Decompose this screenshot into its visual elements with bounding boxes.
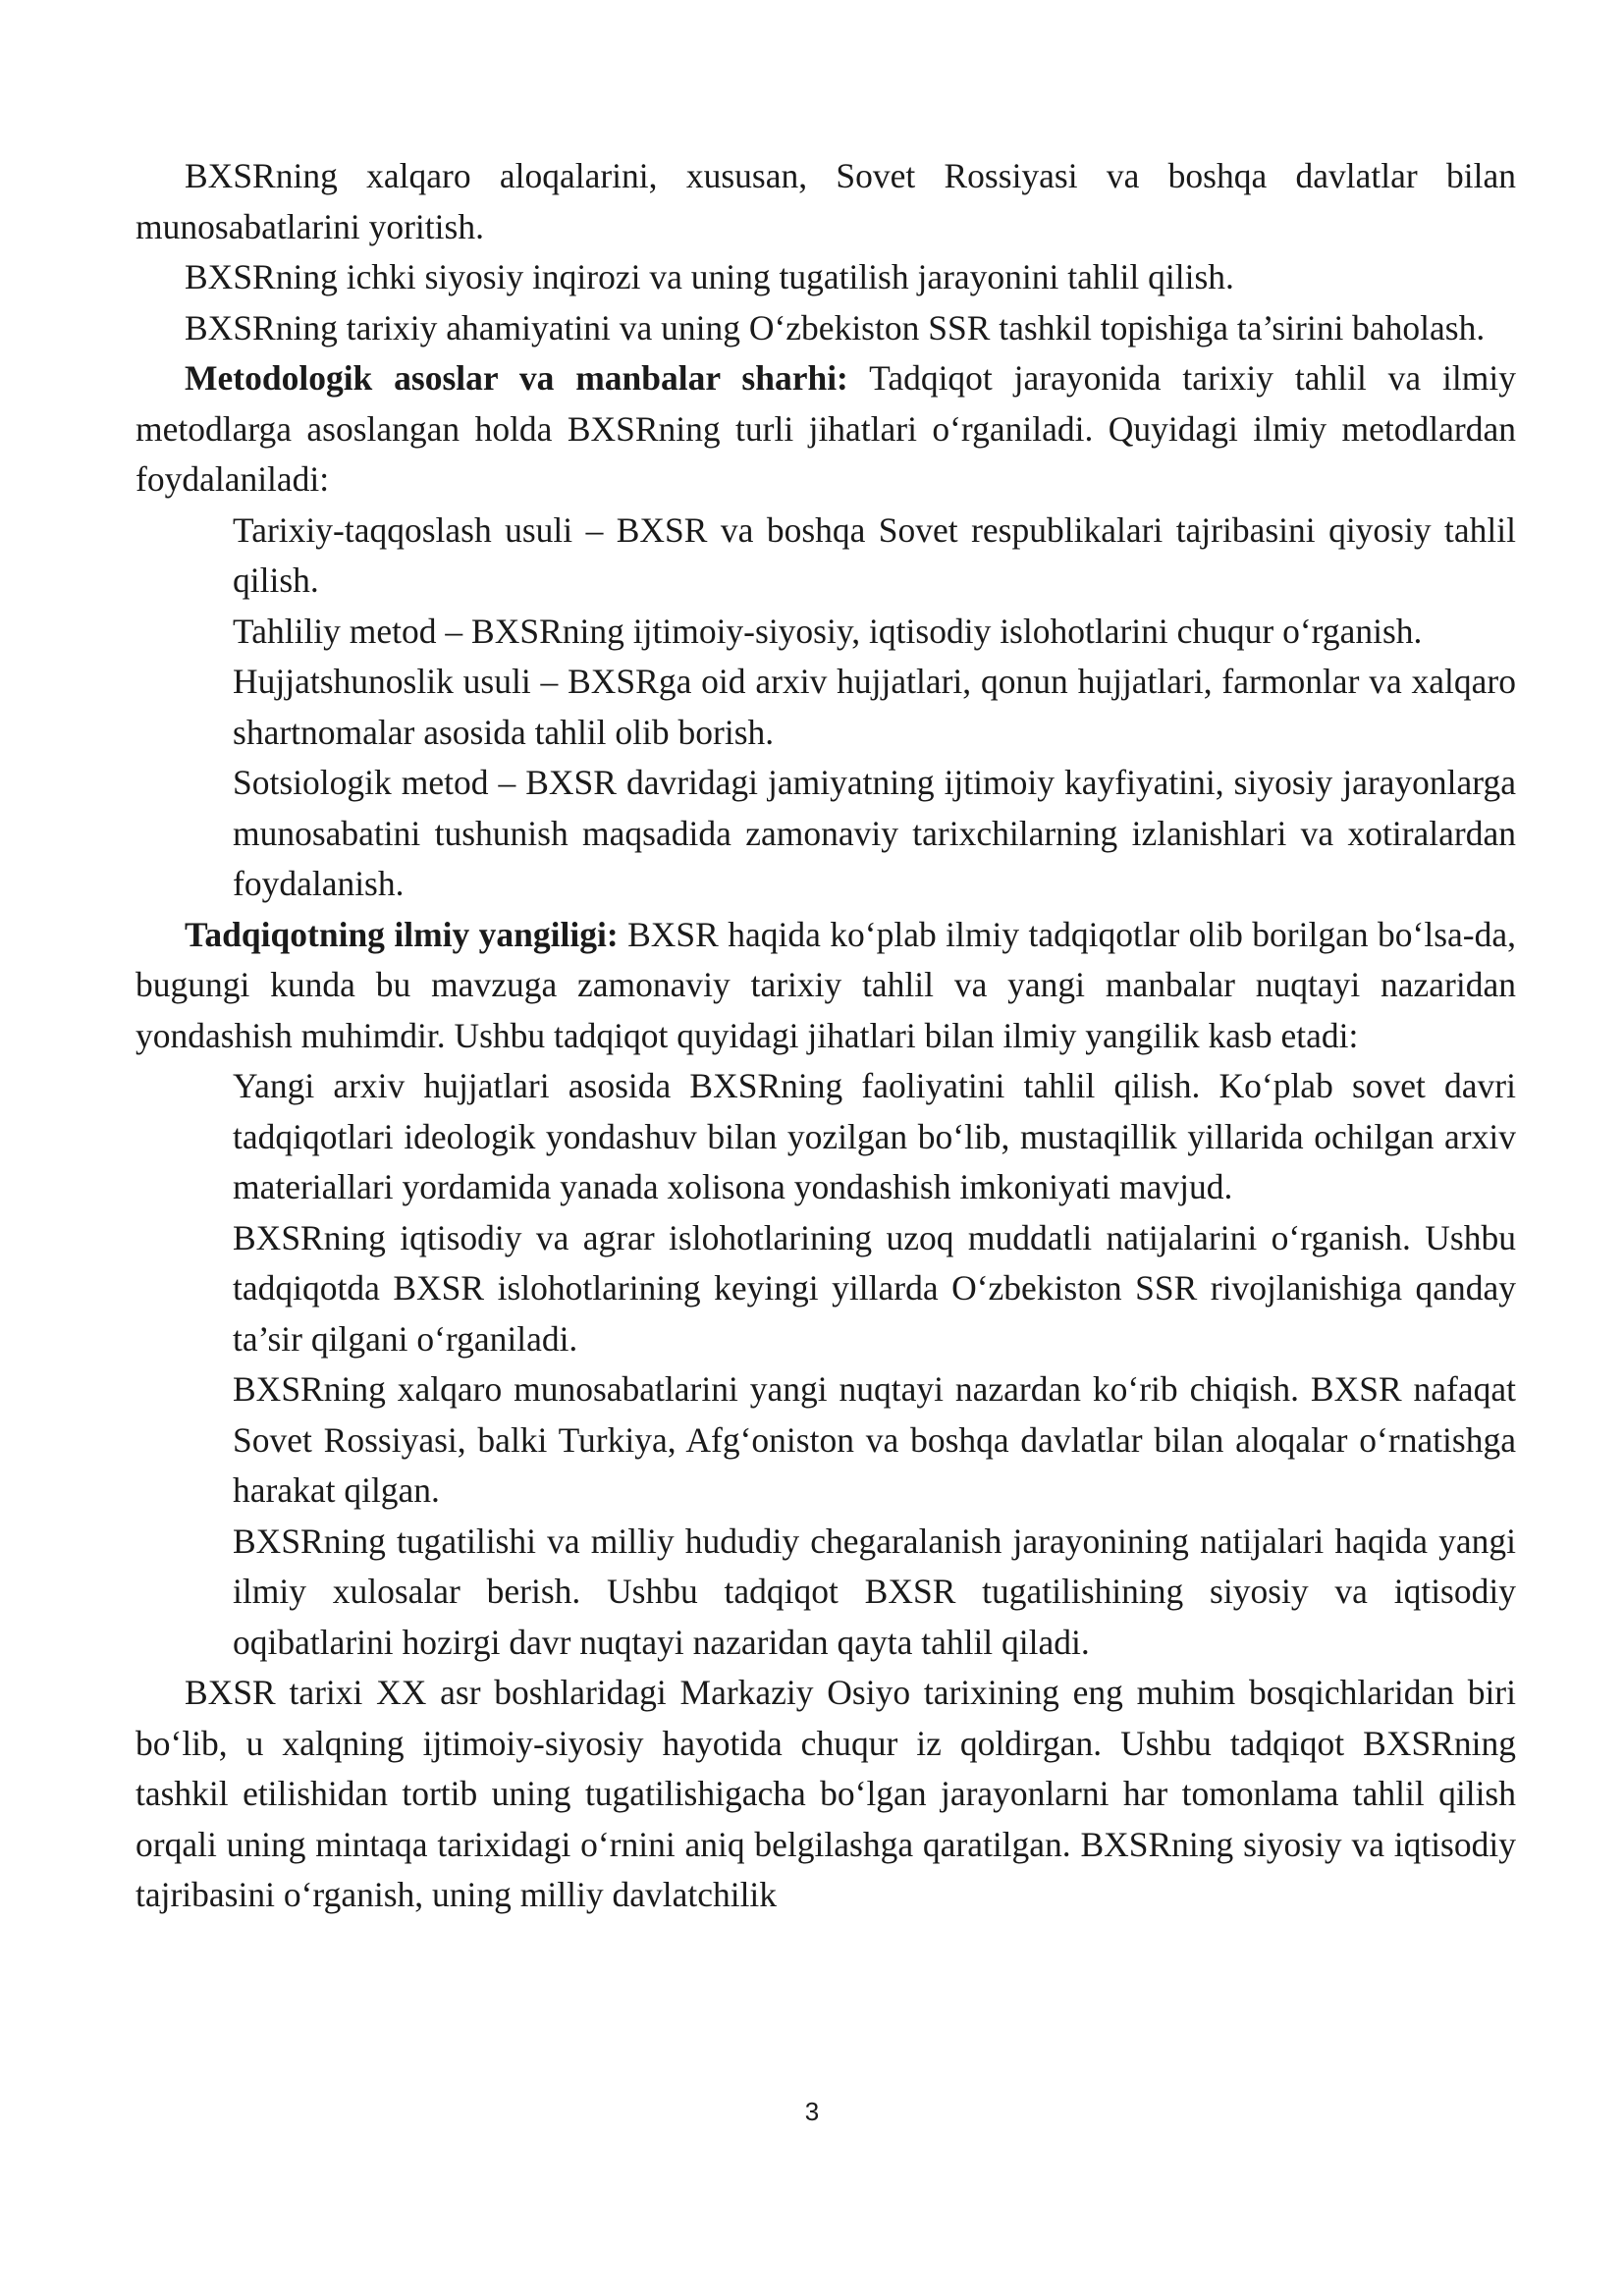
novelty-item: BXSRning iqtisodiy va agrar islohotlarining uzoq muddatli natijalarini o‘rganish. Ushbu tadqiqotda BXSR islohotlarining keyingi yillarda O‘zbekiston SSR rivojlanishiga qanday ta’sir qilgani o‘rganiladi.: [233, 1217, 1516, 1359]
methodology-paragraph: [135, 353, 1516, 506]
methodology-item: Sotsiologik metod – BXSR davridagi jamiyatning ijtimoiy kayfiyatini, siyosiy jarayonlarga munosabatini tushunish maqsadida zamonaviy tarixchilarning izlanishlari va xotiralardan foydalanish.: [233, 763, 1516, 903]
paragraph-goal-historical-significance: BXSRning tarixiy ahamiyatini va uning O‘zbekiston SSR tashkil topishiga ta’sirini baholash.: [185, 307, 1486, 347]
novelty-heading: Tadqiqotning ilmiy yangiligi:: [185, 914, 619, 954]
novelty-item: BXSRning xalqaro munosabatlarini yangi nuqtayi nazardan ko‘rib chiqish. BXSR nafaqat Sovet Rossiyasi, balki Turkiya, Afg‘oniston va boshqa davlatlar bilan aloqalar o‘rnatishga harakat qilgan.: [233, 1369, 1516, 1510]
methodology-text: Tadqiqot jarayonida tarixiy tahlil va ilmiy metodlarga asoslangan holda BXSRning turli jihatlari o‘rganiladi. Quyidagi ilmiy metodlardan foydalaniladi:: [135, 358, 1517, 499]
methodology-item: Tarixiy-taqqoslash usuli – BXSR va boshqa Sovet respublikalari tajribasini qiyosiy tahlil qilish.: [233, 509, 1516, 600]
closing-paragraph: BXSR tarixi XX asr boshlaridagi Markaziy Osiyo tarixining eng muhim bosqichlaridan biri bo‘lib, u xalqning ijtimoiy-siyosiy hayotida chuqur iz qoldirgan. Ushbu tadqiqot BXSRning tashkil etilishidan tortib uning tugatilishigacha bo‘lgan jarayonlarni har tomonlama tahlil qilish orqali uning mintaqa tarixidagi o‘rnini aniq belgilashga qaratilgan. BXSRning siyosiy va iqtisodiy tajribasini o‘rganish, uning milliy davlatchilik: [135, 1673, 1516, 1914]
novelty-text: BXSR haqida ko‘plab ilmiy tadqiqotlar olib borilgan bo‘lsa-da, bugungi kunda bu mavzuga zamonaviy tarixiy tahlil va yangi manbalar nuqtayi nazaridan yondashish muhimdir. Ushbu tadqiqot quyidagi jihatlari bilan ilmiy yangilik kasb etadi:: [135, 914, 1516, 1055]
paragraph-goal-international-relations: BXSRning xalqaro aloqalarini, xususan, Sovet Rossiyasi va boshqa davlatlar bilan munosabatlarini yoritish.: [135, 156, 1516, 246]
methodology-heading: Metodologik asoslar va manbalar sharhi:: [185, 358, 848, 398]
novelty-paragraph: [135, 910, 1516, 1062]
page-number: 3: [804, 2097, 820, 2126]
novelty-item: Yangi arxiv hujjatlari asosida BXSRning faoliyatini tahlil qilish. Ko‘plab sovet davri tadqiqotlari ideologik yondashuv bilan yozilgan bo‘lib, mustaqillik yillarida ochilgan arxiv materiallari yordamida yanada xolisona yondashish imkoniyati mavjud.: [233, 1066, 1516, 1206]
novelty-item: BXSRning tugatilishi va milliy hududiy chegaralanish jarayonining natijalari haqida yangi ilmiy xulosalar berish. Ushbu tadqiqot BXSR tugatilishining siyosiy va iqtisodiy oqibatlarini hozirgi davr nuqtayi nazaridan qayta tahlil qiladi.: [233, 1521, 1516, 1662]
methodology-item: Hujjatshunoslik usuli – BXSRga oid arxiv hujjatlari, qonun hujjatlari, farmonlar va xalqaro shartnomalar asosida tahlil olib borish.: [233, 662, 1516, 752]
document-page: [135, 151, 1516, 1921]
paragraph-goal-internal-crisis: BXSRning ichki siyosiy inqirozi va uning tugatilish jarayonini tahlil qilish.: [185, 257, 1234, 296]
methodology-item: Tahliliy metod – BXSRning ijtimoiy-siyosiy, iqtisodiy islohotlarini chuqur o‘rganish.: [233, 611, 1423, 651]
